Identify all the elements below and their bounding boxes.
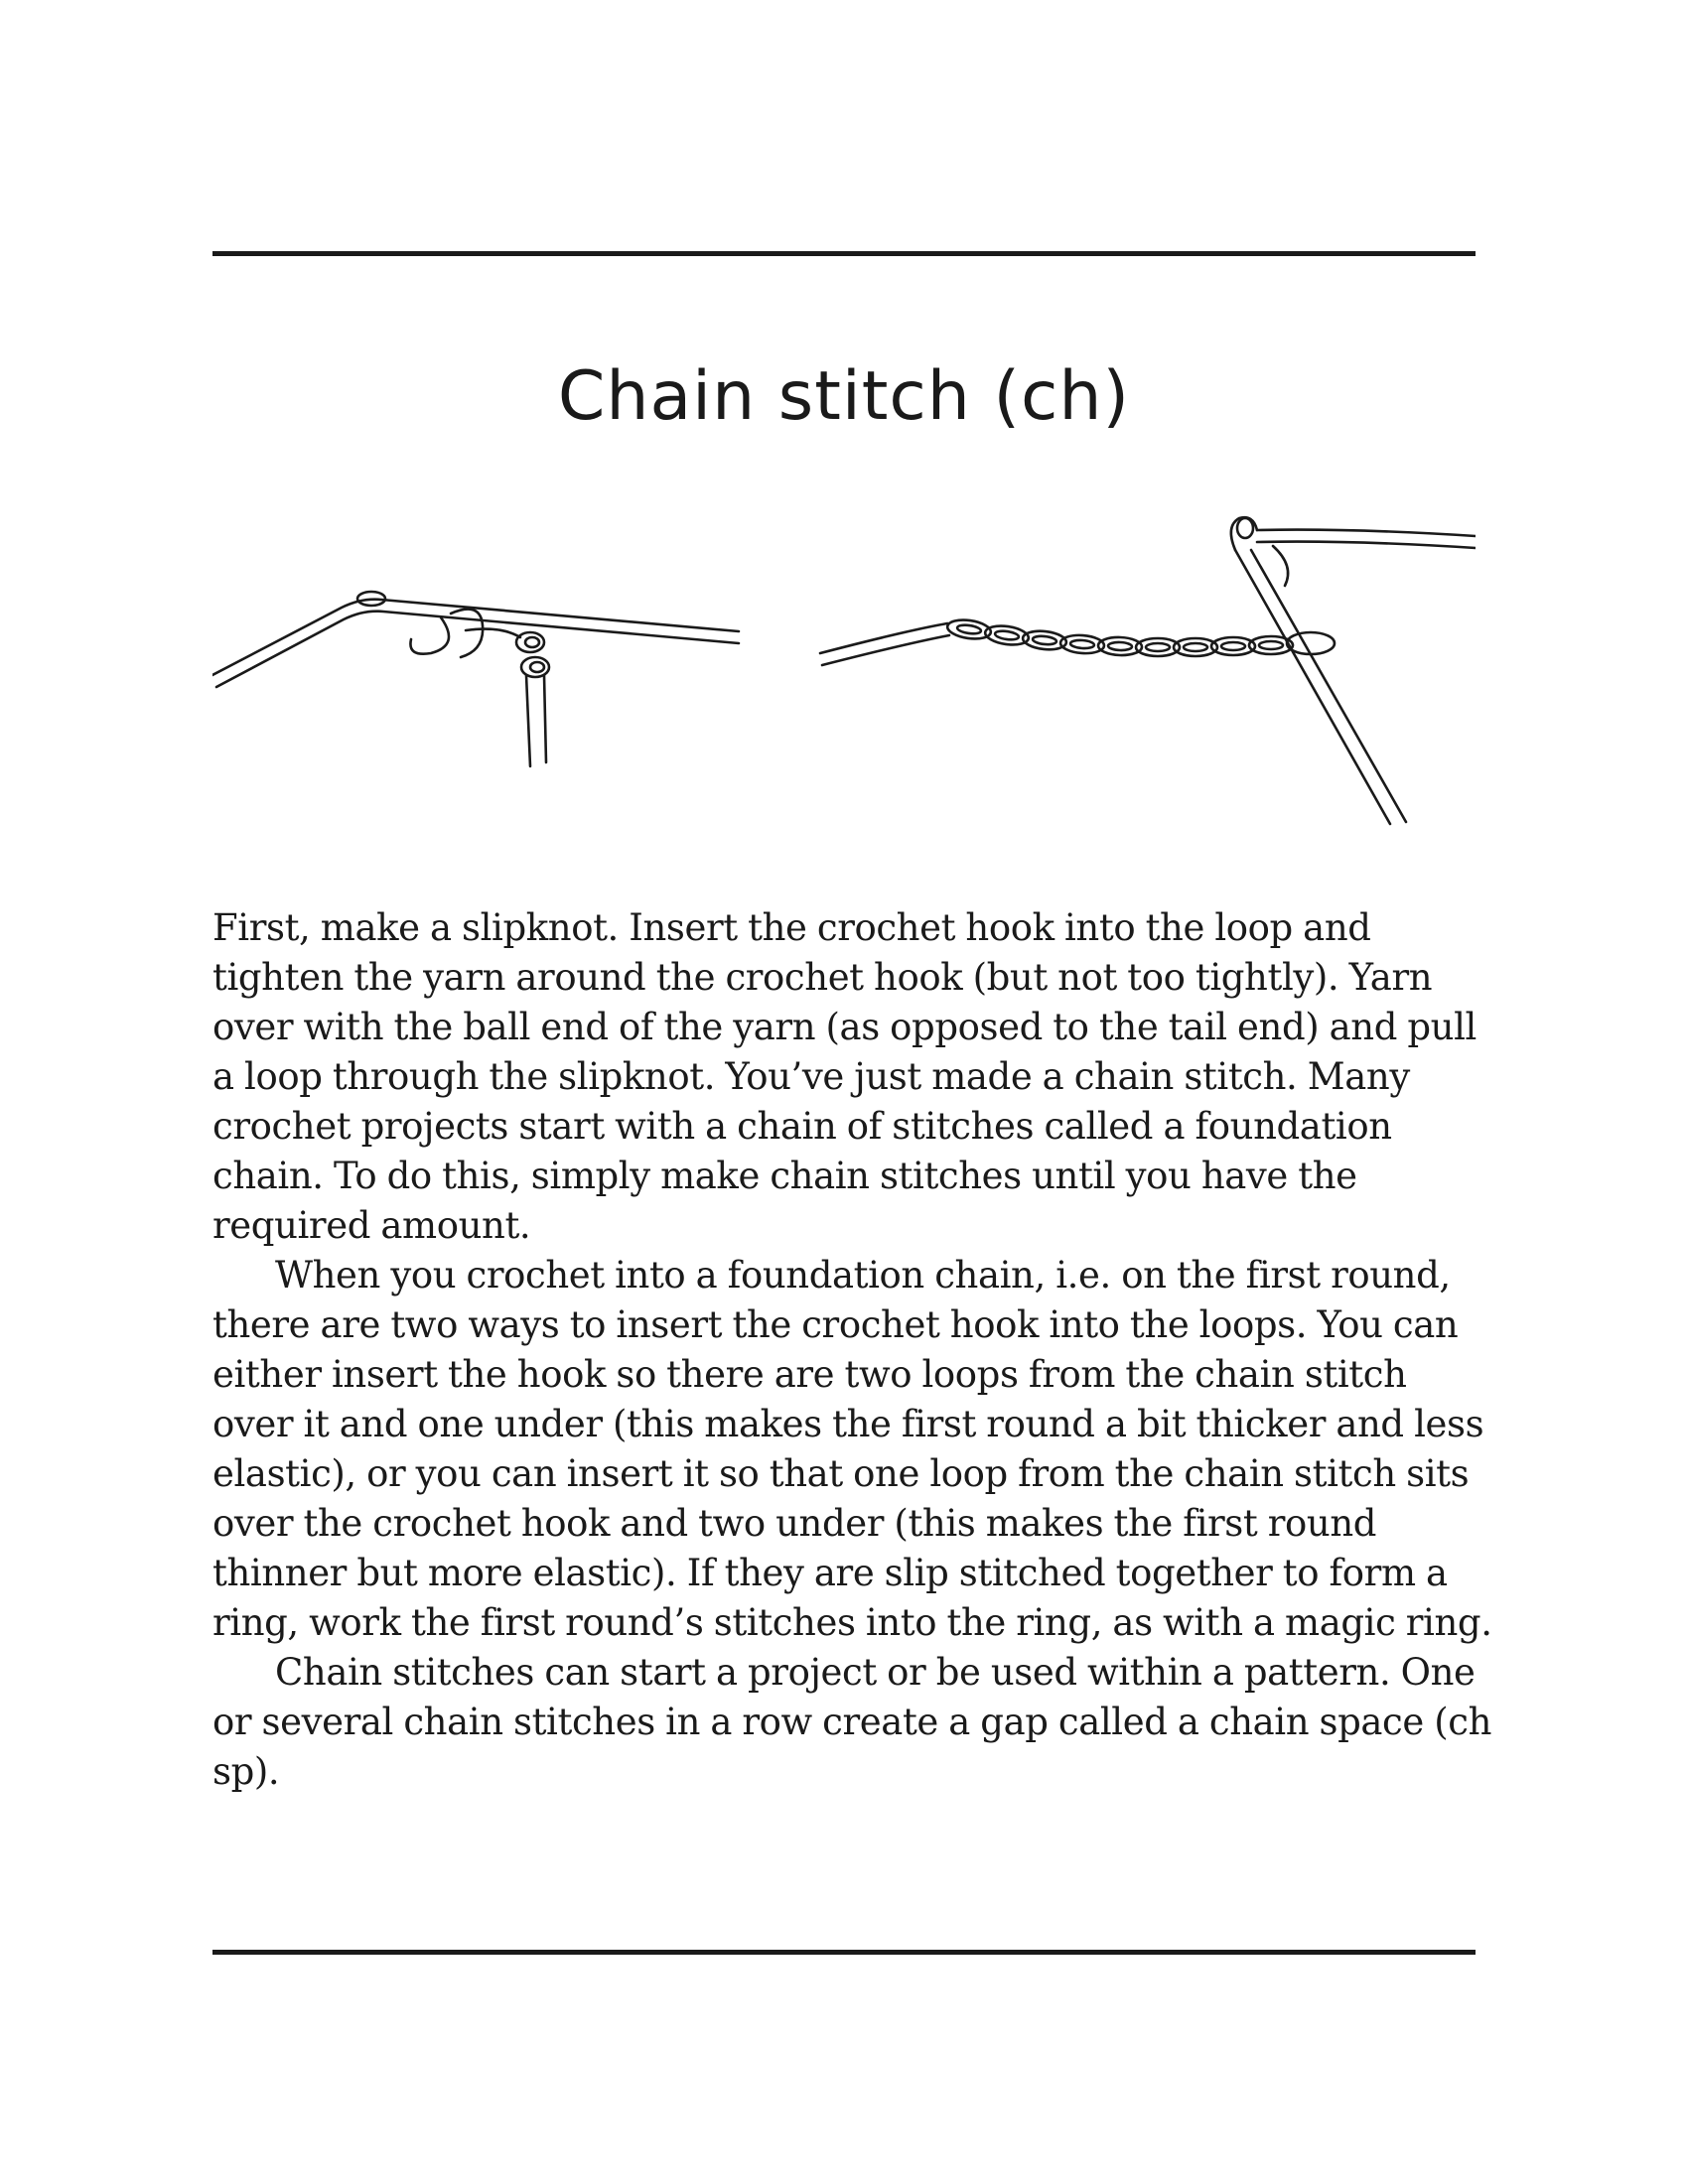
yarn-tail-right (544, 675, 546, 762)
paragraph-2: When you crochet into a foundation chain, i.e. on the first round, there are two ways to insert the crochet hook into the loops. You can either insert the hook so there are two loops from the chain stitch over it and one under (this makes the first round a bit thicker and less elastic), or you can insert it so that one loop from the chain stitch sits over the crochet hook and two under (this makes the first round thinner but more elastic). If they are slip stitched together to form a ring, work the first round’s stitches into the ring, as with a magic ring. (212, 1254, 1492, 1644)
bottom-rule (212, 1950, 1476, 1955)
crochet-hook-tip (1237, 518, 1253, 538)
paragraph-1: First, make a slipknot. Insert the crochet hook into the loop and tighten the yarn around the crochet hook (but not too tightly). Yarn over with the ball end of the yarn (as opposed to the tail end) and pull a loop through the slipknot. You’ve just made a chain stitch. Many crochet projects start with a chain of stitches called a foundation chain. To do this, simply make chain stitches until you have the required amount. (212, 906, 1477, 1247)
chain-tail-lower (822, 635, 949, 665)
body-text (212, 903, 1493, 1797)
knot-ring-2-inner (530, 662, 544, 672)
working-yarn-upper (1257, 530, 1476, 536)
knot-ring-1-inner (525, 637, 539, 647)
chain-stitch-illustrations (212, 506, 1476, 844)
yarn-tail-left (526, 675, 530, 766)
knot-wrap (466, 629, 520, 637)
foundation-chain-illustration (820, 517, 1476, 824)
page-title: Chain stitch (ch) (557, 357, 1131, 436)
knot-loop-b (451, 610, 483, 657)
paragraph-3: Chain stitches can start a project or be used within a pattern. One or several chain stitches in a row create a gap called a chain space (ch sp). (212, 1651, 1492, 1793)
crochet-hook-right-edge (1251, 550, 1406, 822)
illustration-canvas (212, 506, 1476, 844)
yarn-over-loop (1273, 546, 1288, 586)
working-yarn-lower (1257, 542, 1476, 548)
hook-shaft-lower (216, 612, 739, 687)
knot-loop-a (410, 617, 449, 654)
crochet-hook-left-edge (1235, 550, 1390, 824)
slipknot-illustration (212, 592, 739, 766)
top-rule (212, 251, 1476, 256)
